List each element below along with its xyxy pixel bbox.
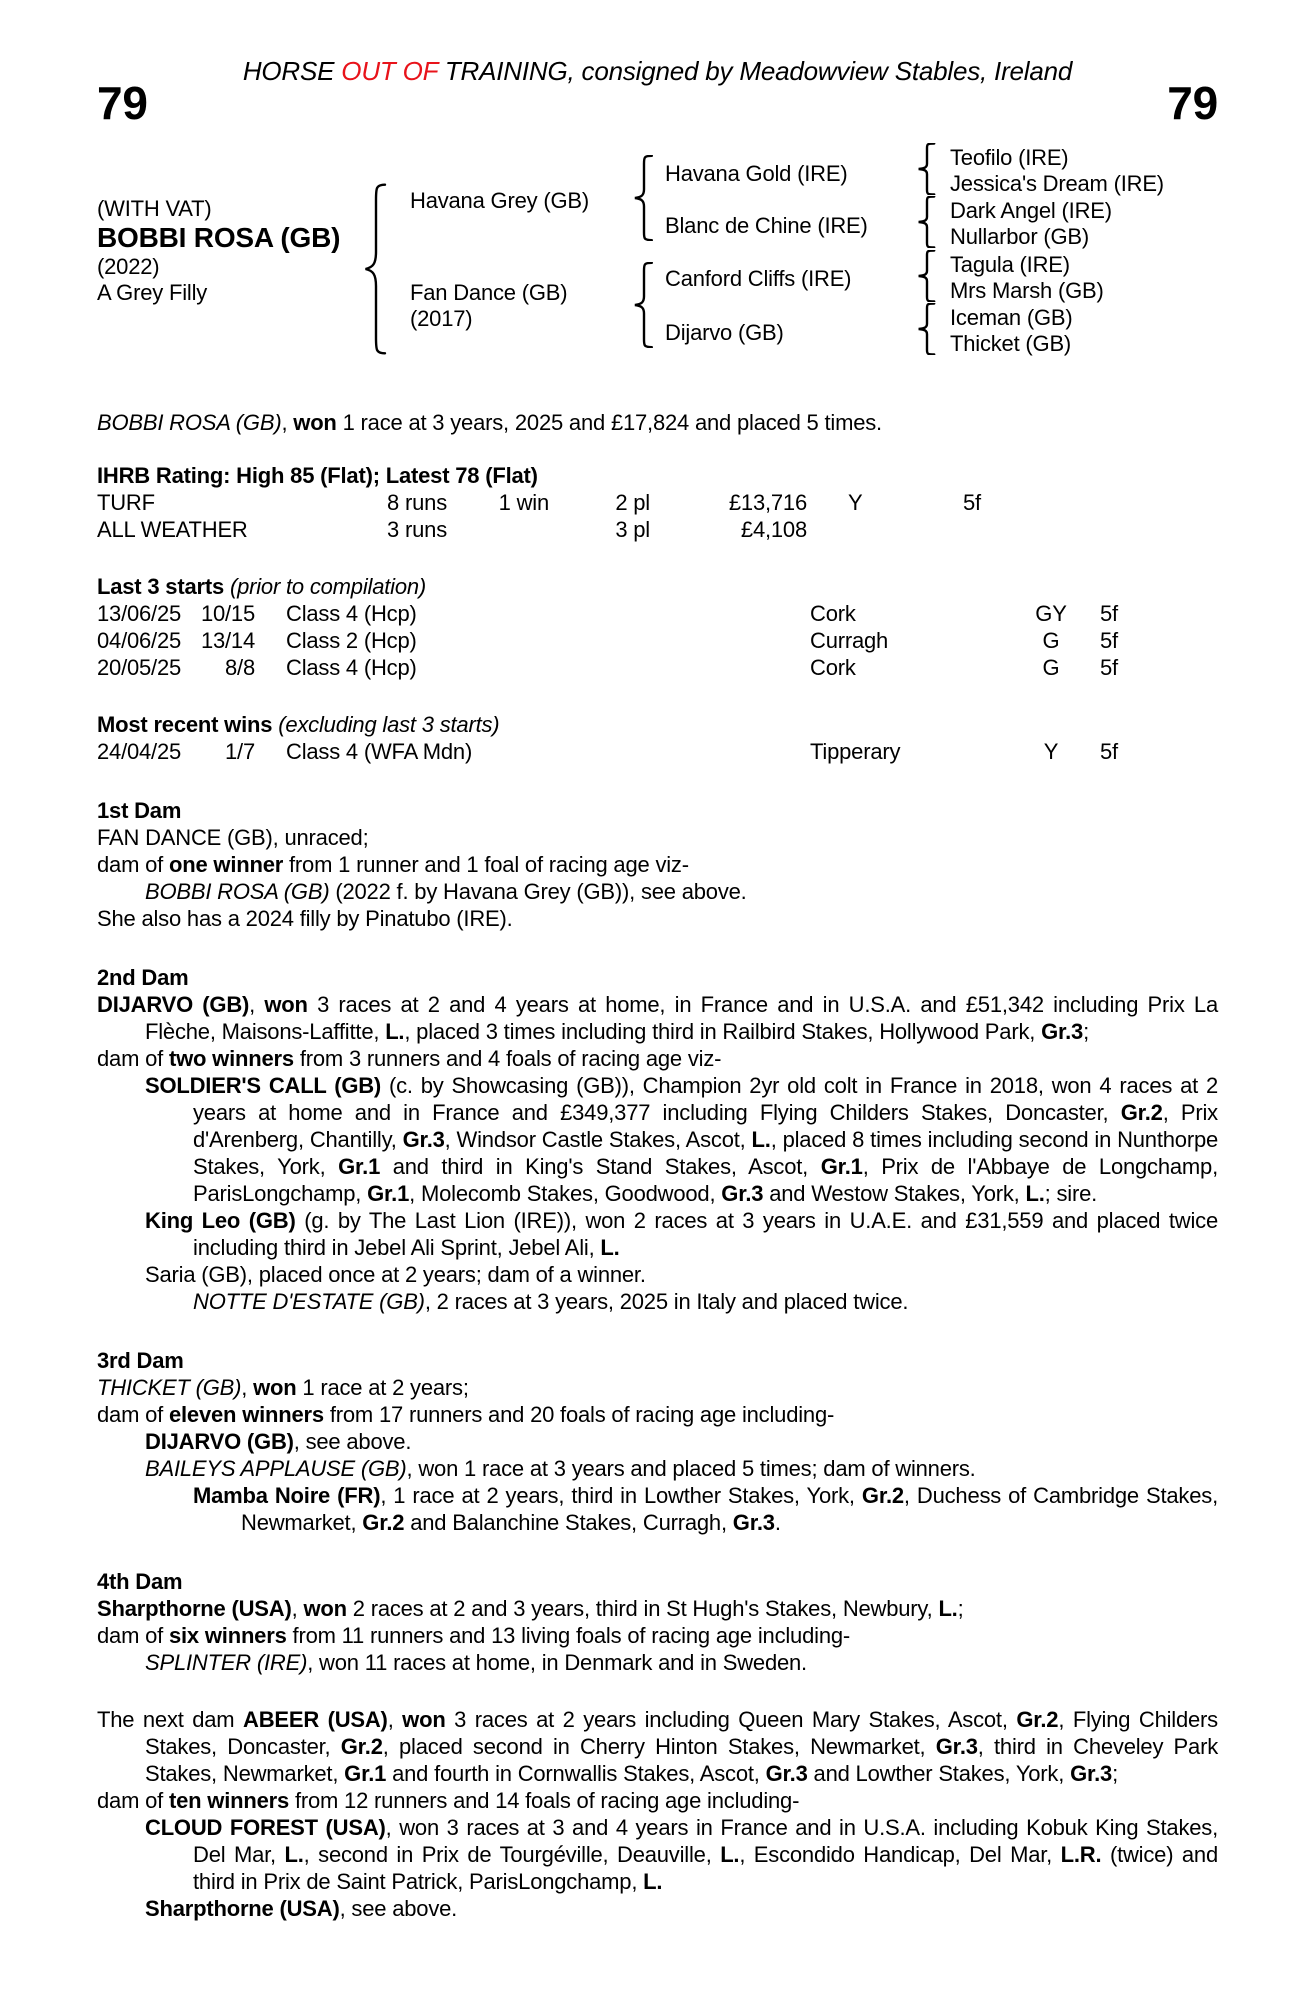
last-starts-heading: Last 3 starts (prior to compilation) <box>97 574 427 599</box>
race-going: GY <box>1035 601 1067 626</box>
great-grandparent-name: Teofilo (IRE) <box>950 145 1069 170</box>
surface-going: Y <box>848 490 863 515</box>
surface-earnings: £13,716 <box>728 490 807 515</box>
race-distance: 5f <box>1100 628 1118 653</box>
dam-section-4 <box>97 1568 1218 1676</box>
pedigree-brace <box>915 303 939 355</box>
grandsire-name: Canford Cliffs (IRE) <box>665 266 852 291</box>
grandsire-name: Havana Gold (IRE) <box>665 161 848 186</box>
surface-wins <box>447 516 549 543</box>
pedigree-brace <box>915 250 939 302</box>
dam-section-3 <box>97 1347 1218 1536</box>
surface-table <box>97 489 1218 543</box>
great-grandparent-name: Tagula (IRE) <box>950 252 1070 277</box>
pedigree-brace <box>361 183 391 355</box>
progeny-paragraph: BOBBI ROSA (GB) (2022 f. by Havana Grey (GB)), see above. <box>145 879 747 904</box>
recent-wins-heading: Most recent wins (excluding last 3 starts) <box>97 712 500 737</box>
surface-runs: 8 runs <box>387 490 447 515</box>
race-date: 20/05/25 <box>97 655 182 680</box>
dam-paragraph: Sharpthorne (USA), won 2 races at 2 and 3 years, third in St Hugh's Stakes, Newbury, L.; <box>97 1596 964 1621</box>
surface-wins: 1 win <box>498 490 549 515</box>
pedigree-brace <box>915 196 939 248</box>
progeny-paragraph: DIJARVO (GB), see above. <box>145 1429 412 1454</box>
dam-paragraph: dam of one winner from 1 runner and 1 foal of racing age viz- <box>97 852 689 877</box>
next-dam-section <box>97 1706 1218 1922</box>
race-class: Class 2 (Hcp) <box>286 628 417 653</box>
race-course: Tipperary <box>810 739 901 764</box>
dam-year: (2017) <box>410 306 473 331</box>
progeny-paragraph: Mamba Noire (FR), 1 race at 2 years, third in Lowther Stakes, York, Gr.2, Duchess of Cambridge Stakes, Newmarket, Gr.2 and Balanchine Stakes, Curragh, Gr.3. <box>193 1483 1218 1535</box>
race-position: 1/7 <box>225 739 255 764</box>
great-grandparent-name: Iceman (GB) <box>950 305 1073 330</box>
progeny-paragraph: Sharpthorne (USA), see above. <box>145 1896 458 1921</box>
dam-section-1 <box>97 797 1218 932</box>
sire-name: Havana Grey (GB) <box>410 188 589 213</box>
progeny-paragraph: Saria (GB), placed once at 2 years; dam of a winner. <box>145 1262 646 1287</box>
race-distance: 5f <box>1100 739 1118 764</box>
race-date: 13/06/25 <box>97 601 182 626</box>
dam-heading: 4th Dam <box>97 1569 183 1594</box>
progeny-paragraph: SPLINTER (IRE), won 11 races at home, in Denmark and in Sweden. <box>145 1650 807 1675</box>
dam-paragraph: dam of eleven winners from 17 runners and 20 foals of racing age including- <box>97 1402 835 1427</box>
race-date: 24/04/25 <box>97 739 182 764</box>
race-going: G <box>1042 628 1060 653</box>
surface-earnings: £4,108 <box>740 517 807 542</box>
race-class: Class 4 (WFA Mdn) <box>286 739 473 764</box>
race-class: Class 4 (Hcp) <box>286 601 417 626</box>
dam-paragraph: DIJARVO (GB), won 3 races at 2 and 4 years at home, in France and in U.S.A. and £51,342 including Prix La Flèche, Maisons-Laffitte, L., placed 3 times including third in Railbird Stakes, Hollywood Park, Gr.3; <box>97 992 1218 1044</box>
dam-paragraph: dam of six winners from 11 runners and 13 living foals of racing age including- <box>97 1623 851 1648</box>
race-course: Cork <box>810 655 856 680</box>
race-summary: BOBBI ROSA (GB), won 1 race at 3 years, 2025 and £17,824 and placed 5 times. <box>97 410 882 435</box>
race-position: 10/15 <box>200 601 255 626</box>
lot-numbers <box>97 79 1218 127</box>
vat-note: (WITH VAT) <box>97 196 212 221</box>
great-grandparent-name: Dark Angel (IRE) <box>950 198 1112 223</box>
race-course: Curragh <box>810 628 889 653</box>
last-starts-table <box>97 600 1218 681</box>
dam-name: Fan Dance (GB) <box>410 280 568 305</box>
dam-section-2 <box>97 964 1218 1315</box>
race-going: Y <box>1043 739 1059 764</box>
surface-runs: 3 runs <box>387 517 447 542</box>
dam-paragraph: dam of ten winners from 12 runners and 14 foals of racing age including- <box>97 1788 800 1813</box>
surface-distance: 5f <box>963 490 981 515</box>
lot-number-right: 79 <box>1167 77 1218 129</box>
great-grandparent-name: Jessica's Dream (IRE) <box>950 171 1164 196</box>
dam-heading: 1st Dam <box>97 798 182 823</box>
race-distance: 5f <box>1100 601 1118 626</box>
surface-label: TURF <box>97 490 155 515</box>
race-course: Cork <box>810 601 856 626</box>
progeny-paragraph: NOTTE D'ESTATE (GB), 2 races at 3 years, 2025 in Italy and placed twice. <box>193 1289 909 1314</box>
race-distance: 5f <box>1100 655 1118 680</box>
granddam-name: Blanc de Chine (IRE) <box>665 213 868 238</box>
dam-paragraph: THICKET (GB), won 1 race at 2 years; <box>97 1375 469 1400</box>
pedigree-brace <box>631 155 657 241</box>
great-grandparent-name: Mrs Marsh (GB) <box>950 278 1104 303</box>
surface-going <box>807 516 887 543</box>
race-date: 04/06/25 <box>97 628 182 653</box>
pedigree-table <box>97 143 1218 385</box>
dam-paragraph: The next dam ABEER (USA), won 3 races at 2 years including Queen Mary Stakes, Ascot, Gr.2, Flying Childers Stakes, Doncaster, Gr.2, placed second in Cherry Hinton Stakes, Newmarket, Gr.3, third in Cheveley Park Stakes, Newmarket, Gr.1 and fourth in Cornwallis Stakes, Ascot, Gr.3 and Lowther Stakes, York, Gr.3; <box>97 1707 1218 1786</box>
recent-wins-table <box>97 738 1218 765</box>
progeny-paragraph: CLOUD FOREST (USA), won 3 races at 3 and 4 years in France and in U.S.A. including Kobuk King Stakes, Del Mar, L., second in Prix de Tourgéville, Deauville, L., Escondido Handicap, Del Mar, L.R. (twice) and third in Prix de Saint Patrick, ParisLongchamp, L. <box>145 1815 1219 1894</box>
progeny-paragraph: King Leo (GB) (g. by The Last Lion (IRE)), won 2 races at 3 years in U.A.E. and £31,559 and placed twice including third in Jebel Ali Sprint, Jebel Ali, L. <box>145 1208 1218 1260</box>
granddam-name: Dijarvo (GB) <box>665 320 784 345</box>
foaling-year: (2022) <box>97 254 160 279</box>
race-position: 13/14 <box>200 628 255 653</box>
rating-line: IHRB Rating: High 85 (Flat); Latest 78 (Flat) <box>97 463 538 488</box>
surface-distance <box>887 516 1218 543</box>
horse-name: BOBBI ROSA (GB) <box>97 222 341 253</box>
consignor-line: HORSE OUT OF TRAINING, consigned by Meadowview Stables, Ireland <box>242 56 1073 86</box>
lot-number-left: 79 <box>97 77 148 129</box>
race-going: G <box>1042 655 1060 680</box>
horse-description: A Grey Filly <box>97 280 208 305</box>
surface-places: 3 pl <box>615 517 650 542</box>
great-grandparent-name: Nullarbor (GB) <box>950 224 1090 249</box>
dam-heading: 3rd Dam <box>97 1348 184 1373</box>
race-class: Class 4 (Hcp) <box>286 655 417 680</box>
page-header <box>97 58 1218 127</box>
horse-identity <box>97 195 340 306</box>
pedigree-brace <box>631 262 657 348</box>
progeny-paragraph: BAILEYS APPLAUSE (GB), won 1 race at 3 years and placed 5 times; dam of winners. <box>145 1456 976 1481</box>
dam-heading: 2nd Dam <box>97 965 189 990</box>
dam-paragraph: FAN DANCE (GB), unraced; <box>97 825 369 850</box>
pedigree-brace <box>915 143 939 195</box>
surface-label: ALL WEATHER <box>97 517 248 542</box>
dam-paragraph: She also has a 2024 filly by Pinatubo (IRE). <box>97 906 513 931</box>
surface-places: 2 pl <box>615 490 650 515</box>
race-position: 8/8 <box>225 655 255 680</box>
dam-paragraph: dam of two winners from 3 runners and 4 foals of racing age viz- <box>97 1046 722 1071</box>
great-grandparent-name: Thicket (GB) <box>950 331 1072 356</box>
progeny-paragraph: SOLDIER'S CALL (GB) (c. by Showcasing (GB)), Champion 2yr old colt in France in 2018, won 4 races at 2 years at home and in France and £349,377 including Flying Childers Stakes, Doncaster, Gr.2, Prix d'Arenberg, Chantilly, Gr.3, Windsor Castle Stakes, Ascot, L., placed 8 times including second in Nunthorpe Stakes, York, Gr.1 and third in King's Stand Stakes, Ascot, Gr.1, Prix de l'Abbaye de Longchamp, ParisLongchamp, Gr.1, Molecomb Stakes, Goodwood, Gr.3 and Westow Stakes, York, L.; sire. <box>145 1073 1219 1206</box>
